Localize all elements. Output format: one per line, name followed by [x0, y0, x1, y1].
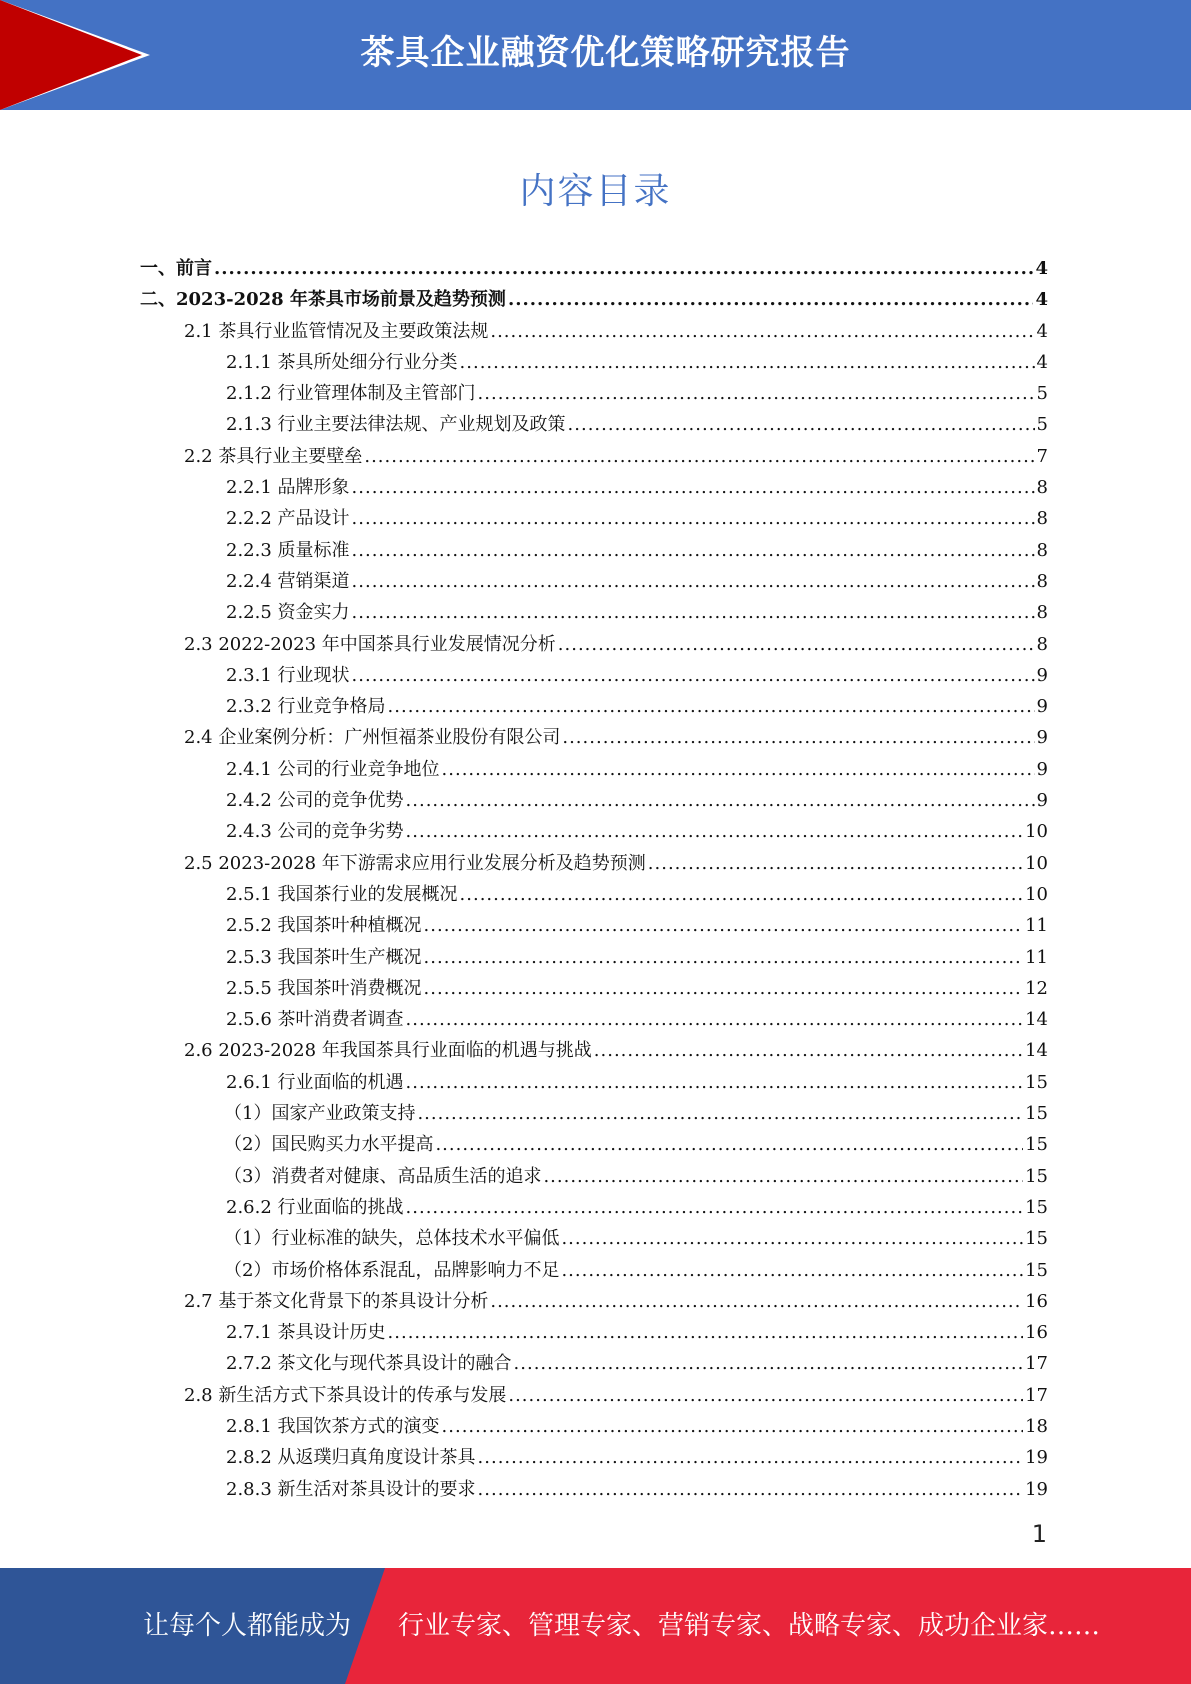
toc-entry-label: 2.7.1 茶具设计历史 [226, 1322, 386, 1344]
toc-entry-page: 10 [1025, 852, 1048, 874]
toc-entry[interactable] [140, 1130, 1048, 1161]
toc-entry[interactable] [140, 1349, 1048, 1380]
toc-entry-page: 5 [1036, 383, 1048, 405]
toc-entry[interactable] [140, 1256, 1048, 1287]
toc-entry[interactable] [140, 410, 1048, 441]
toc-entry-page: 19 [1025, 1478, 1048, 1500]
toc-entry-page: 11 [1025, 946, 1048, 968]
toc-entry[interactable] [140, 317, 1048, 348]
toc-leader-dots [558, 634, 1035, 655]
toc-entry-label: （2）国民购买力水平提高 [224, 1134, 434, 1156]
toc-entry-label: 2.7 基于茶文化背景下的茶具设计分析 [184, 1290, 489, 1312]
toc-entry-label: 2.7.2 茶文化与现代茶具设计的融合 [226, 1353, 512, 1375]
toc-entry-page: 12 [1025, 977, 1048, 999]
toc-entry-label: 2.5.2 我国茶叶种植概况 [226, 915, 422, 937]
toc-entry[interactable] [140, 974, 1048, 1005]
toc-entry-label: 2.3.1 行业现状 [226, 664, 350, 686]
toc-entry-page: 8 [1036, 477, 1048, 499]
toc-entry-page: 15 [1025, 1103, 1048, 1125]
toc-entry-label: 2.4.2 公司的竞争优势 [226, 790, 404, 812]
toc-leader-dots [561, 1260, 1023, 1281]
toc-entry-label: 2.2.5 资金实力 [226, 602, 350, 624]
toc-entry[interactable] [140, 1099, 1048, 1130]
toc-entry-label: 2.2.4 营销渠道 [226, 570, 350, 592]
toc-leader-dots [442, 759, 1035, 780]
toc-entry[interactable] [140, 817, 1048, 848]
toc-leader-dots [406, 821, 1024, 842]
toc-entry[interactable] [140, 1162, 1048, 1193]
toc-leader-dots [406, 1197, 1024, 1218]
toc-entry-page: 15 [1025, 1071, 1048, 1093]
toc-entry[interactable] [140, 943, 1048, 974]
toc-entry[interactable] [140, 630, 1048, 661]
toc-entry-page: 8 [1036, 602, 1048, 624]
toc-entry[interactable] [140, 1412, 1048, 1443]
toc-entry-page: 8 [1036, 633, 1048, 655]
toc-entry-page: 18 [1025, 1415, 1048, 1437]
toc-entry-label: （3）消费者对健康、高品质生活的追求 [224, 1165, 542, 1187]
toc-entry-label: 2.1.3 行业主要法律法规、产业规划及政策 [226, 414, 566, 436]
toc-entry-page: 17 [1025, 1353, 1048, 1375]
toc-leader-dots [352, 665, 1035, 686]
toc-entry[interactable] [140, 348, 1048, 379]
toc-entry[interactable] [140, 755, 1048, 786]
toc-entry-page: 17 [1025, 1384, 1048, 1406]
toc-leader-dots [214, 258, 1033, 279]
toc-entry[interactable] [140, 786, 1048, 817]
toc-entry-page: 9 [1036, 727, 1048, 749]
toc-leader-dots [478, 1447, 1024, 1468]
toc-entry[interactable] [140, 473, 1048, 504]
toc-entry[interactable] [140, 1287, 1048, 1318]
toc-leader-dots [442, 1416, 1024, 1437]
toc-entry[interactable] [140, 598, 1048, 629]
toc-entry-page: 14 [1025, 1009, 1048, 1031]
toc-leader-dots [490, 1291, 1023, 1312]
toc-entry-page: 8 [1036, 570, 1048, 592]
toc-entry-page: 9 [1036, 664, 1048, 686]
toc-entry-page: 16 [1025, 1322, 1048, 1344]
toc-leader-dots [417, 1103, 1023, 1124]
toc-entry[interactable] [140, 723, 1048, 754]
toc-entry-page: 4 [1035, 258, 1048, 279]
toc-leader-dots [352, 477, 1035, 498]
toc-entry-label: 一、前言 [140, 258, 212, 279]
toc-entry[interactable] [140, 1036, 1048, 1067]
toc-entry[interactable] [140, 880, 1048, 911]
toc-leader-dots [388, 1322, 1024, 1343]
toc-entry-label: 2.1 茶具行业监管情况及主要政策法规 [184, 320, 489, 342]
toc-leader-dots [406, 1009, 1024, 1030]
toc-entry[interactable] [140, 1318, 1048, 1349]
toc-entry-page: 9 [1036, 696, 1048, 718]
toc-leader-dots [352, 571, 1035, 592]
toc-leader-dots [514, 1353, 1024, 1374]
toc-leader-dots [648, 853, 1023, 874]
toc-entry-label: 2.4.1 公司的行业竞争地位 [226, 758, 440, 780]
toc-leader-dots [406, 1072, 1024, 1093]
toc-leader-dots [508, 289, 1034, 310]
toc-entry-page: 8 [1036, 539, 1048, 561]
toc-entry-page: 15 [1025, 1134, 1048, 1156]
toc-leader-dots [435, 1134, 1023, 1155]
toc-entry-label: 2.6 2023-2028 年我国茶具行业面临的机遇与挑战 [184, 1040, 592, 1062]
toc-leader-dots [561, 1228, 1023, 1249]
toc-entry[interactable] [140, 692, 1048, 723]
toc-leader-dots [543, 1166, 1023, 1187]
toc-entry[interactable] [140, 536, 1048, 567]
toc-leader-dots [424, 947, 1024, 968]
toc-entry[interactable] [140, 1068, 1048, 1099]
toc-entry[interactable] [140, 1005, 1048, 1036]
toc-entry-page: 9 [1036, 790, 1048, 812]
toc-entry-label: 2.3 2022-2023 年中国茶具行业发展情况分析 [184, 633, 556, 655]
toc-entry-page: 4 [1036, 320, 1048, 342]
toc-leader-dots [352, 602, 1035, 623]
toc-entry[interactable] [140, 1381, 1048, 1412]
toc-entry-page: 7 [1036, 445, 1048, 467]
toc-entry-label: 2.2.2 产品设计 [226, 508, 350, 530]
toc-entry-label: 2.4 企业案例分析：广州恒福茶业股份有限公司 [184, 727, 561, 749]
page-number: 1 [1031, 1520, 1047, 1548]
toc-entry[interactable] [140, 661, 1048, 692]
table-of-contents [140, 254, 1048, 1506]
toc-entry-label: 2.5.1 我国茶行业的发展概况 [226, 883, 458, 905]
report-header [0, 0, 1191, 110]
toc-entry-page: 9 [1036, 758, 1048, 780]
toc-entry-label: 2.5.3 我国茶叶生产概况 [226, 946, 422, 968]
toc-entry-page: 15 [1025, 1196, 1048, 1218]
toc-leader-dots [594, 1040, 1023, 1061]
toc-entry[interactable] [140, 1475, 1048, 1506]
toc-entry-label: （1）国家产业政策支持 [224, 1103, 416, 1125]
toc-leader-dots [364, 446, 1034, 467]
toc-entry[interactable] [140, 849, 1048, 880]
toc-leader-dots [478, 383, 1035, 404]
toc-entry[interactable] [140, 254, 1048, 285]
toc-entry[interactable] [140, 1224, 1048, 1255]
toc-leader-dots [424, 978, 1024, 999]
toc-leader-dots [460, 352, 1035, 373]
toc-entry-label: 二、2023-2028 年茶具市场前景及趋势预测 [140, 289, 506, 311]
toc-entry[interactable] [140, 285, 1048, 316]
toc-entry[interactable] [140, 379, 1048, 410]
toc-entry-label: （1）行业标准的缺失，总体技术水平偏低 [224, 1228, 560, 1250]
toc-entry-label: 2.8 新生活方式下茶具设计的传承与发展 [184, 1384, 507, 1406]
toc-entry-page: 5 [1036, 414, 1048, 436]
toc-entry-page: 10 [1025, 883, 1048, 905]
footer-slogan-right: 行业专家、管理专家、营销专家、战略专家、成功企业家…… [398, 1611, 1101, 1641]
toc-leader-dots [562, 727, 1034, 748]
toc-leader-dots [424, 915, 1024, 936]
toc-entry-page: 4 [1035, 289, 1048, 311]
toc-entry-label: 2.2 茶具行业主要壁垒 [184, 445, 363, 467]
toc-entry[interactable] [140, 1443, 1048, 1474]
toc-entry-label: （2）市场价格体系混乱，品牌影响力不足 [224, 1259, 560, 1281]
toc-entry-label: 2.3.2 行业竞争格局 [226, 696, 386, 718]
toc-entry-page: 14 [1025, 1040, 1048, 1062]
toc-entry-label: 2.5.5 我国茶叶消费概况 [226, 977, 422, 999]
toc-entry-page: 8 [1036, 508, 1048, 530]
toc-entry-label: 2.8.1 我国饮茶方式的演变 [226, 1415, 440, 1437]
toc-entry-label: 2.6.1 行业面临的机遇 [226, 1071, 404, 1093]
toc-entry-label: 2.8.2 从返璞归真角度设计茶具 [226, 1447, 476, 1469]
toc-entry-label: 2.6.2 行业面临的挑战 [226, 1196, 404, 1218]
page-footer [0, 1568, 1191, 1684]
report-title: 茶具企业融资优化策略研究报告 [360, 33, 851, 73]
toc-leader-dots [568, 414, 1035, 435]
toc-entry-page: 16 [1025, 1290, 1048, 1312]
toc-entry-page: 10 [1025, 821, 1048, 843]
toc-entry-label: 2.2.3 质量标准 [226, 539, 350, 561]
toc-entry-label: 2.1.2 行业管理体制及主管部门 [226, 383, 476, 405]
toc-entry-page: 4 [1036, 351, 1048, 373]
toc-leader-dots [352, 540, 1035, 561]
toc-entry-page: 15 [1025, 1228, 1048, 1250]
toc-entry[interactable] [140, 567, 1048, 598]
toc-leader-dots [352, 508, 1035, 529]
toc-entry-page: 11 [1025, 915, 1048, 937]
toc-entry-page: 15 [1025, 1259, 1048, 1281]
toc-entry-label: 2.4.3 公司的竞争劣势 [226, 821, 404, 843]
toc-leader-dots [508, 1385, 1023, 1406]
toc-leader-dots [388, 696, 1035, 717]
toc-leader-dots [478, 1479, 1024, 1500]
toc-entry[interactable] [140, 442, 1048, 473]
toc-entry-label: 2.8.3 新生活对茶具设计的要求 [226, 1478, 476, 1500]
toc-entry-page: 15 [1025, 1165, 1048, 1187]
toc-entry-label: 2.5.6 茶叶消费者调查 [226, 1009, 404, 1031]
toc-entry-page: 19 [1025, 1447, 1048, 1469]
toc-leader-dots [490, 321, 1034, 342]
toc-entry[interactable] [140, 1193, 1048, 1224]
toc-leader-dots [406, 790, 1035, 811]
toc-entry[interactable] [140, 911, 1048, 942]
toc-entry-label: 2.2.1 品牌形象 [226, 477, 350, 499]
toc-entry-label: 2.5 2023-2028 年下游需求应用行业发展分析及趋势预测 [184, 852, 646, 874]
toc-entry[interactable] [140, 504, 1048, 535]
toc-entry-label: 2.1.1 茶具所处细分行业分类 [226, 351, 458, 373]
toc-heading: 内容目录 [519, 171, 672, 212]
toc-leader-dots [460, 884, 1024, 905]
footer-slogan-left: 让每个人都能成为 [143, 1611, 352, 1641]
